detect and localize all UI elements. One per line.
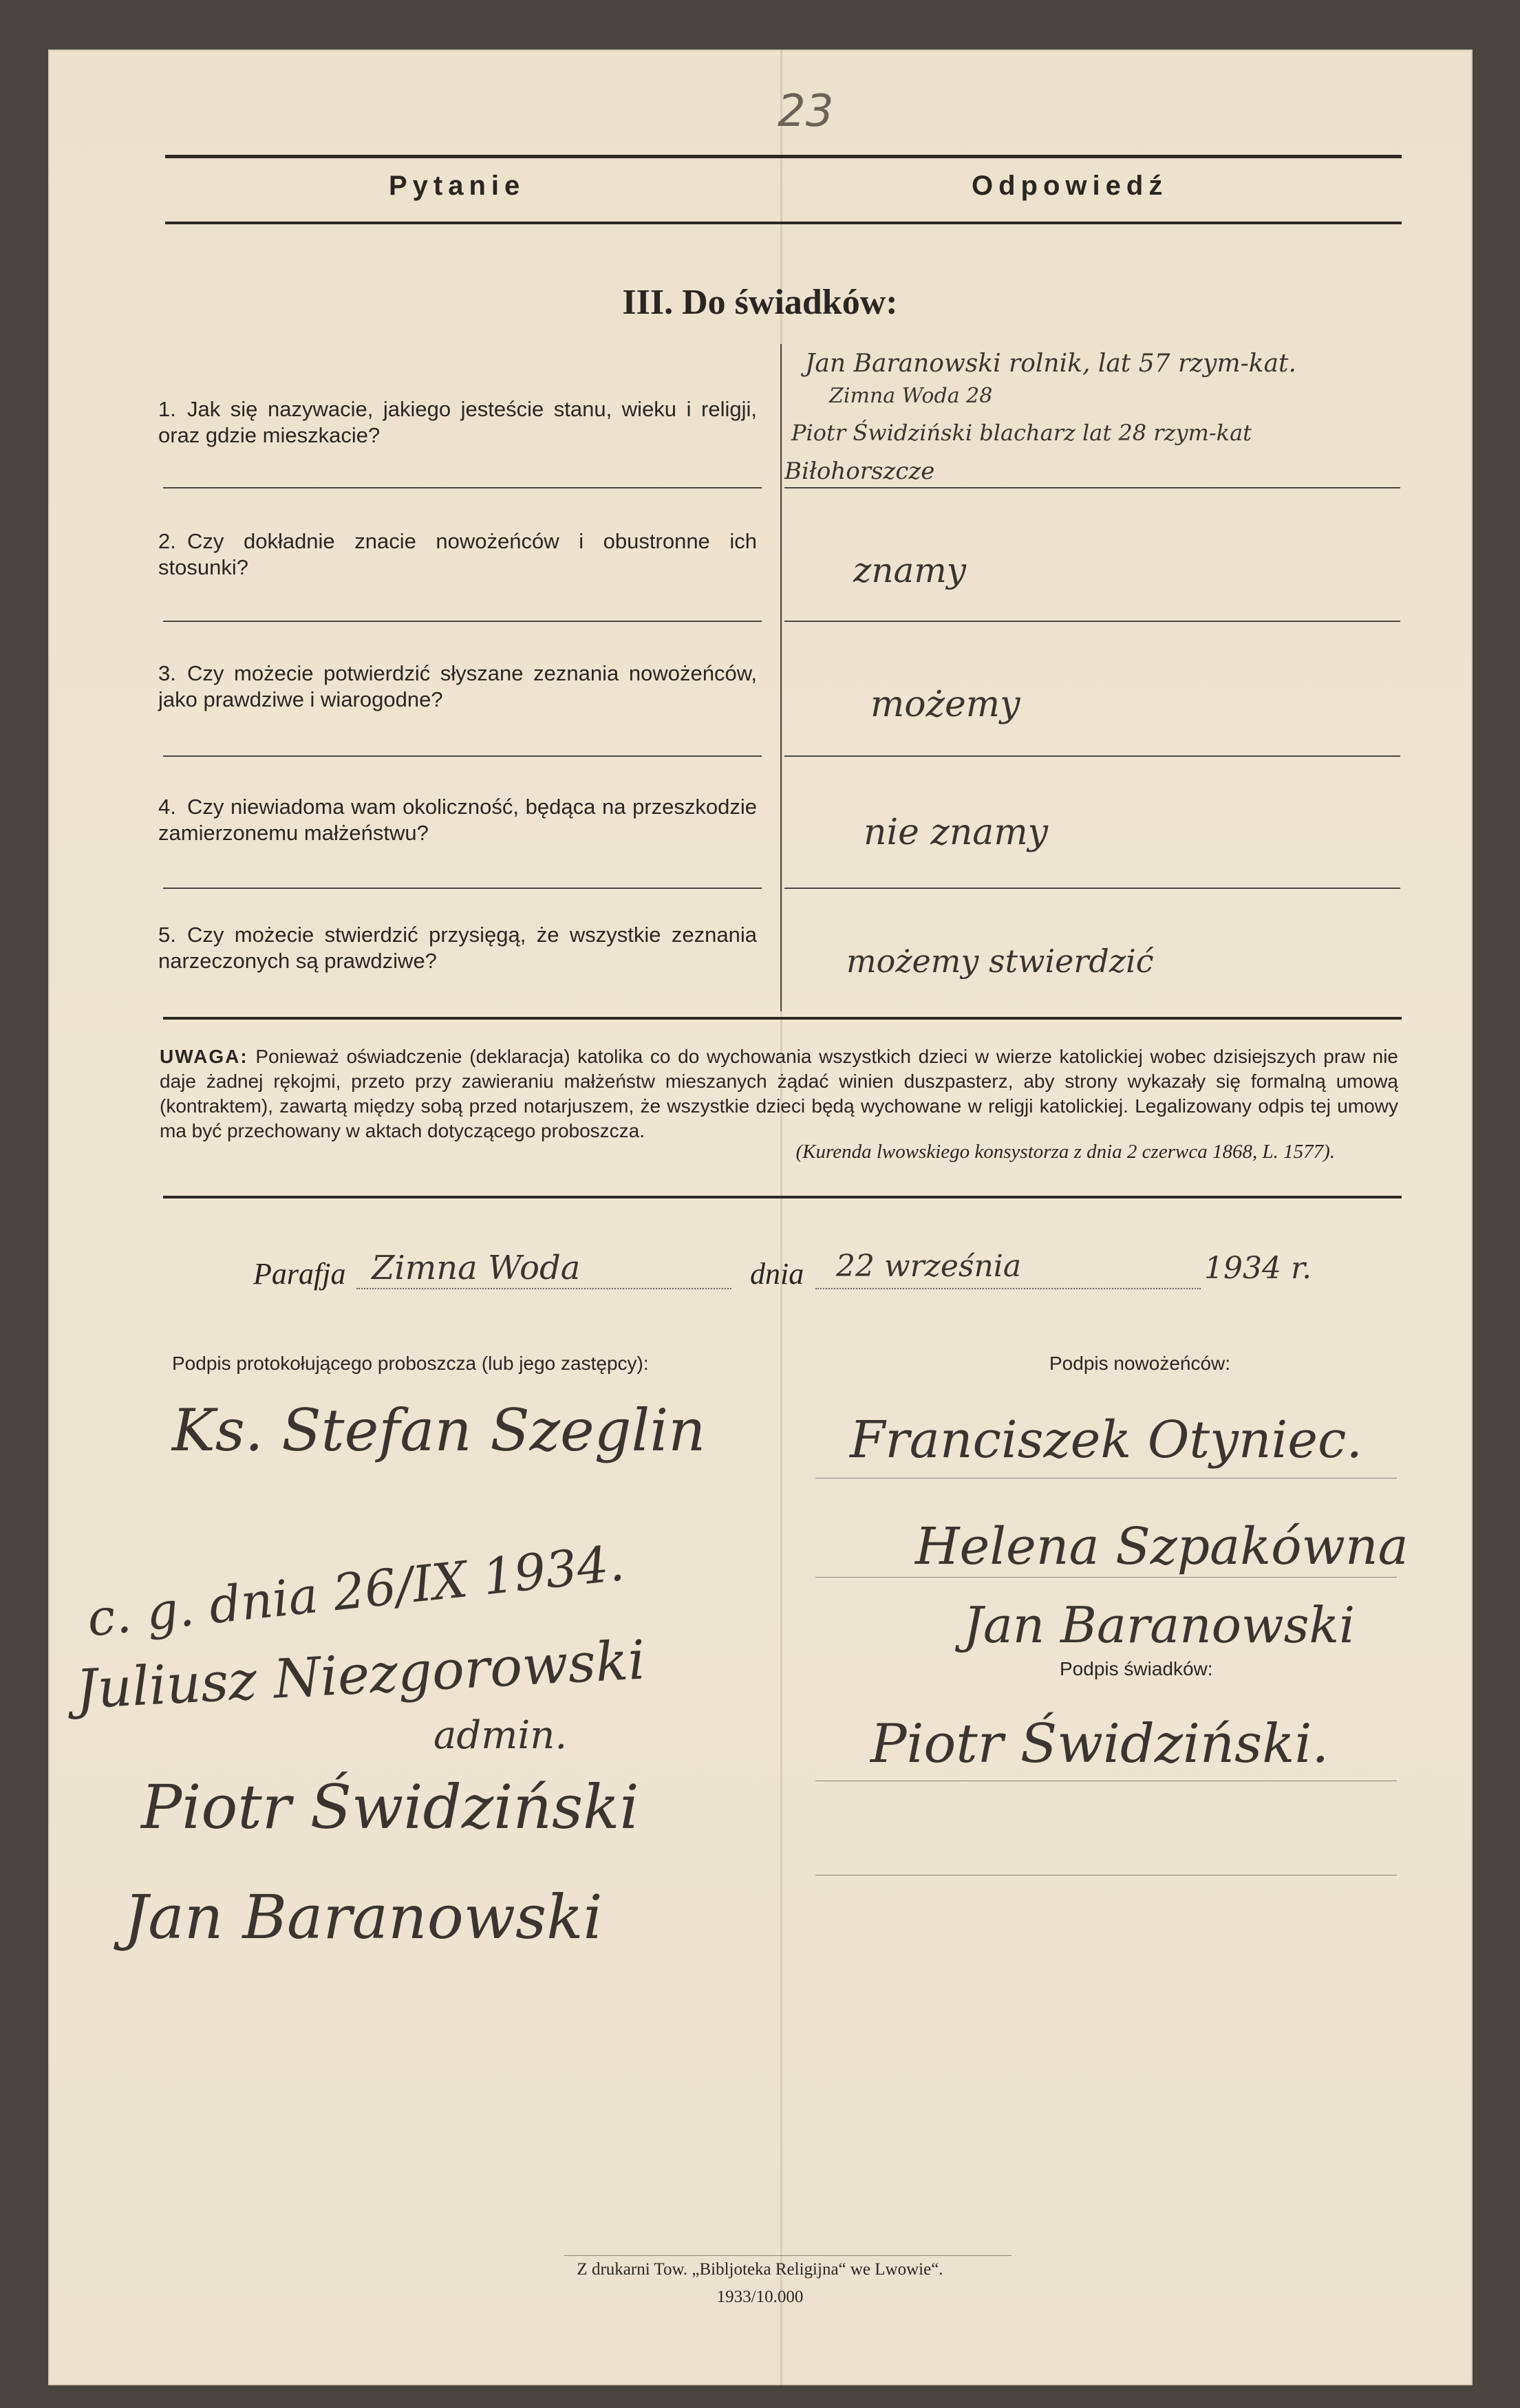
- question-number: 5.: [158, 923, 176, 947]
- row-divider-left: [163, 755, 762, 757]
- year-value: 1934 r.: [1204, 1251, 1312, 1286]
- section-title: III. Do świadków:: [622, 283, 898, 322]
- parish-value: Zimna Woda: [372, 1249, 581, 1287]
- answer-1-line-1: Jan Baranowski rolnik, lat 57 rzym-kat.: [805, 350, 1296, 378]
- witness-signature-label: Podpis świadków:: [1060, 1658, 1213, 1679]
- couple-signature-label: Podpis nowożeńców:: [1049, 1353, 1231, 1374]
- question-4: [158, 794, 757, 846]
- question-number: 3.: [158, 661, 176, 685]
- signature-line: [815, 1577, 1397, 1578]
- notice-paragraph: [160, 1044, 1398, 1143]
- notice-bottom-rule: [163, 1196, 1402, 1198]
- row-divider-left: [163, 888, 762, 889]
- answer-1-line-3: Piotr Świdziński blacharz lat 28 rzym-kat: [791, 420, 1252, 446]
- column-header-answer: Odpowiedź: [972, 171, 1168, 201]
- priest-signature: Ks. Stefan Szeglin: [172, 1397, 706, 1464]
- couple-extra-signature: Jan Baranowski: [963, 1596, 1356, 1654]
- administrator-note: admin.: [433, 1713, 568, 1758]
- edition-info: 1933/10.000: [716, 2288, 804, 2306]
- priest-date-note: c. g. dnia 26/IX 1934.: [84, 1534, 628, 1648]
- parish-label: Parafja: [253, 1257, 346, 1291]
- left-witness-signature-1: Piotr Świdziński: [141, 1772, 639, 1842]
- row-divider-right: [784, 487, 1400, 488]
- answer-3: możemy: [870, 684, 1020, 725]
- question-5: [158, 922, 757, 974]
- question-text: Czy możecie potwierdzić słyszane zeznania nowożeńców, jako prawdziwe i wiarogodne?: [158, 661, 757, 711]
- date-dotted-line: [815, 1288, 1201, 1289]
- answer-5: możemy stwierdzić: [846, 943, 1154, 980]
- left-witness-signature-2: Jan Baranowski: [124, 1882, 603, 1953]
- question-number: 1.: [158, 397, 176, 421]
- answer-1-line-2: Zimna Woda 28: [829, 384, 993, 408]
- row-divider-right: [784, 755, 1400, 757]
- notice-source: (Kurenda lwowskiego konsystorza z dnia 2 czerwca 1868, L. 1577).: [795, 1141, 1335, 1163]
- notice-label: UWAGA:: [160, 1046, 248, 1067]
- header-top-rule: [165, 155, 1402, 158]
- question-1: [158, 396, 757, 449]
- priest-signature-label: Podpis protokołującego proboszcza (lub jego zastępcy):: [172, 1353, 649, 1374]
- column-divider: [780, 344, 782, 1011]
- groom-signature: Franciszek Otyniec.: [850, 1410, 1363, 1470]
- row-divider-left: [163, 487, 762, 488]
- column-header-question: Pytanie: [389, 171, 526, 201]
- header-bottom-rule: [165, 222, 1402, 224]
- witness-signature: Piotr Świdziński.: [870, 1713, 1329, 1775]
- row-divider-right: [784, 621, 1400, 622]
- answer-4: nie znamy: [864, 812, 1048, 853]
- question-number: 4.: [158, 795, 176, 819]
- question-number: 2.: [158, 529, 176, 553]
- answer-1-line-4: Biłohorszcze: [784, 458, 935, 485]
- question-3: [158, 660, 757, 713]
- row-divider-right: [784, 888, 1400, 889]
- answer-2: znamy: [853, 550, 967, 590]
- question-2: [158, 528, 757, 581]
- question-text: Czy dokładnie znacie nowożeńców i obustronne ich stosunki?: [158, 529, 757, 579]
- question-text: Czy możecie stwierdzić przysięgą, że wszystkie zeznania narzeczonych są prawdziwe?: [158, 923, 757, 973]
- printer-info: Z drukarni Tow. „Bibljoteka Religijna“ we Lwowie“.: [577, 2260, 943, 2279]
- administrator-signature: Juliusz Niezgorowski: [74, 1629, 647, 1721]
- table-bottom-rule: [163, 1017, 1402, 1020]
- notice-text: Ponieważ oświadczenie (deklaracja) katolika co do wychowania wszystkich dzieci w wierze katolickiej wobec dzisiejszych praw nie daje żadnej rękojmi, przeto przy zawieraniu małżeństw mieszanych żądać winien duszpasterz, aby strony wykazały się formalną umową (kontraktem), zawartą między sobą przed notarjuszem, że wszystkie dzieci będą wychowane w religji katolickiej. Legalizowany odpis tej umowy ma być przechowany w aktach dotyczącego proboszcza.: [160, 1046, 1399, 1141]
- page-number: 23: [778, 86, 834, 137]
- footer-rule: [564, 2255, 1011, 2256]
- signature-line: [815, 1478, 1397, 1479]
- date-label: dnia: [750, 1257, 804, 1291]
- date-value: 22 września: [836, 1249, 1022, 1284]
- row-divider-left: [163, 621, 762, 622]
- bride-signature: Helena Szpakówna: [915, 1517, 1409, 1576]
- parish-dotted-line: [356, 1288, 731, 1289]
- question-text: Czy niewiadoma wam okoliczność, będąca na przeszkodzie zamierzonemu małżeństwu?: [158, 795, 757, 845]
- question-text: Jak się nazywacie, jakiego jesteście stanu, wieku i religji, oraz gdzie mieszkacie?: [158, 397, 757, 447]
